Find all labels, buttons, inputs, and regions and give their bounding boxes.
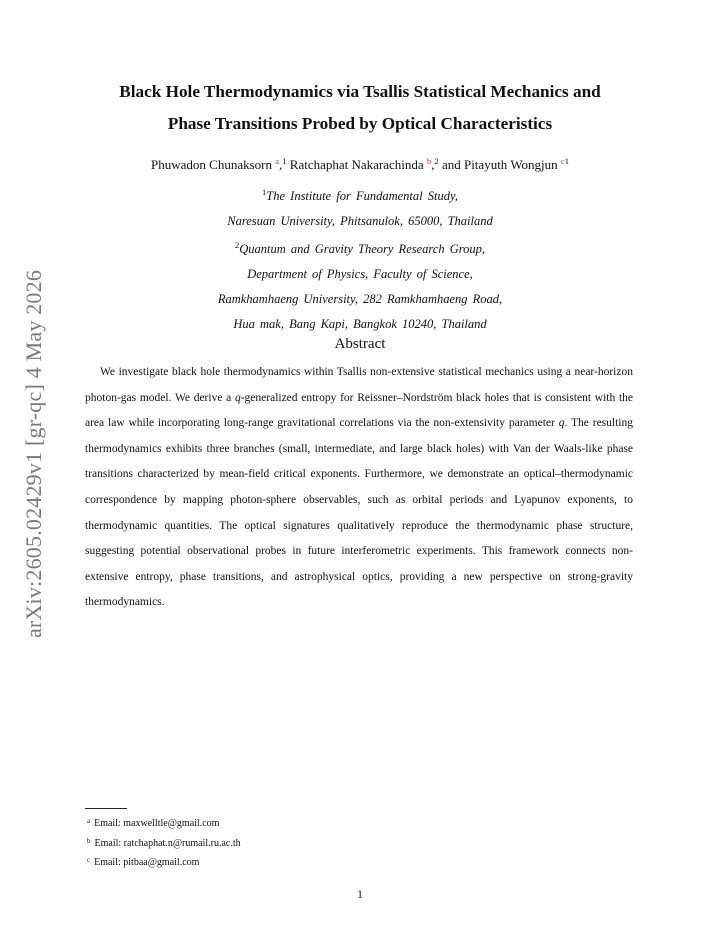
email-link[interactable]: ratchaphat.n@rumail.ru.ac.th <box>123 837 241 849</box>
author-affiliation-mark: 1 <box>564 156 569 166</box>
affiliation-line: Hua mak, Bang Kapi, Bangkok 10240, Thailand <box>233 316 487 331</box>
author-affiliation-mark: 2 <box>434 156 439 166</box>
paper-title <box>60 76 660 140</box>
abstract-heading: Abstract <box>334 336 386 352</box>
q-symbol: q <box>234 391 241 404</box>
author-footnote-mark[interactable]: b <box>426 156 432 166</box>
email-link[interactable]: maxwelltle@gmail.com <box>123 818 220 829</box>
affiliation-line: Naresuan University, Phitsanulok, 65000, Thailand <box>227 213 493 228</box>
footnote-item: $^b$ Email: ratchaphat.n@rumail.ru.ac.th <box>87 836 241 849</box>
q-symbol: q <box>558 417 565 430</box>
abstract-body: We investigate black hole thermodynamics within Tsallis non-extensive statistical mechanics using a near-horizon photon-gas model. We derive a q-generalized entropy for Reissner–Nordström black holes that is consistent with the area law while incorporating long-range gravitational correlations via the non-extensivity parameter q. The resulting thermodynamics exhibits three branches (small, intermediate, and large black holes) with Van der Waals-like phase transitions characterized by mean-field critical exponents. Furthermore, we demonstrate an optical–thermodynamic correspondence by mapping photon-sphere observables, such as orbital periods and Lyapunov exponents, to thermodynamic quantities. The optical signatures qualitatively reproduce the thermodynamic phase structure, suggesting potential observational probes in future interferometric experiments. This framework connects non-extensive entropy, phase transitions, and astrophysical optics, providing a new perspective on strong-gravity thermodynamics. <box>85 366 633 609</box>
author-affiliation-mark: 1 <box>282 156 287 166</box>
arxiv-id: arXiv:2605.02429v1 [gr-qc] 4 May 2026 <box>21 269 46 639</box>
author-list: Phuwadon Chunaksorn $^a$,$^1$ Ratchaphat Nakarachinda $^b$,$^2$ and Pitayuth Wongjun $^{c1}$ <box>151 156 569 172</box>
affiliations <box>60 180 660 336</box>
affiliation-number: 1 <box>262 187 267 197</box>
author-name: Phuwadon Chunaksorn <box>151 157 272 172</box>
author-conjunction: and <box>441 157 461 172</box>
footnotes <box>87 813 241 872</box>
page-number: 1 <box>357 887 363 901</box>
footnote-rule <box>85 808 127 809</box>
email-link[interactable]: pitbaa@gmail.com <box>123 857 200 868</box>
title-line-2: Phase Transitions Probed by Optical Characteristics <box>167 114 553 133</box>
affiliation-line: $^2$Quantum and Gravity Theory Research Group, <box>234 240 486 257</box>
affiliation-line: Ramkhamhaeng University, 282 Ramkhamhaeng Road, <box>217 291 503 306</box>
footnote-item: $^c$ Email: pitbaa@gmail.com <box>87 856 200 868</box>
title-line-1: Black Hole Thermodynamics via Tsallis Statistical Mechanics and <box>119 82 601 101</box>
author-footnote-mark[interactable]: a <box>275 156 280 166</box>
affiliation-line: Department of Physics, Faculty of Science, <box>247 267 473 282</box>
affiliation-number: 2 <box>234 240 240 251</box>
author-footnote-mark[interactable]: c <box>560 156 565 166</box>
affiliation-line: $^1$The Institute for Fundamental Study, <box>262 187 458 203</box>
author-name: Pitayuth Wongjun <box>463 157 558 172</box>
author-name: Ratchaphat Nakarachinda <box>289 157 424 172</box>
footnote-item: $^a$ Email: maxwelltle@gmail.com <box>87 817 220 829</box>
